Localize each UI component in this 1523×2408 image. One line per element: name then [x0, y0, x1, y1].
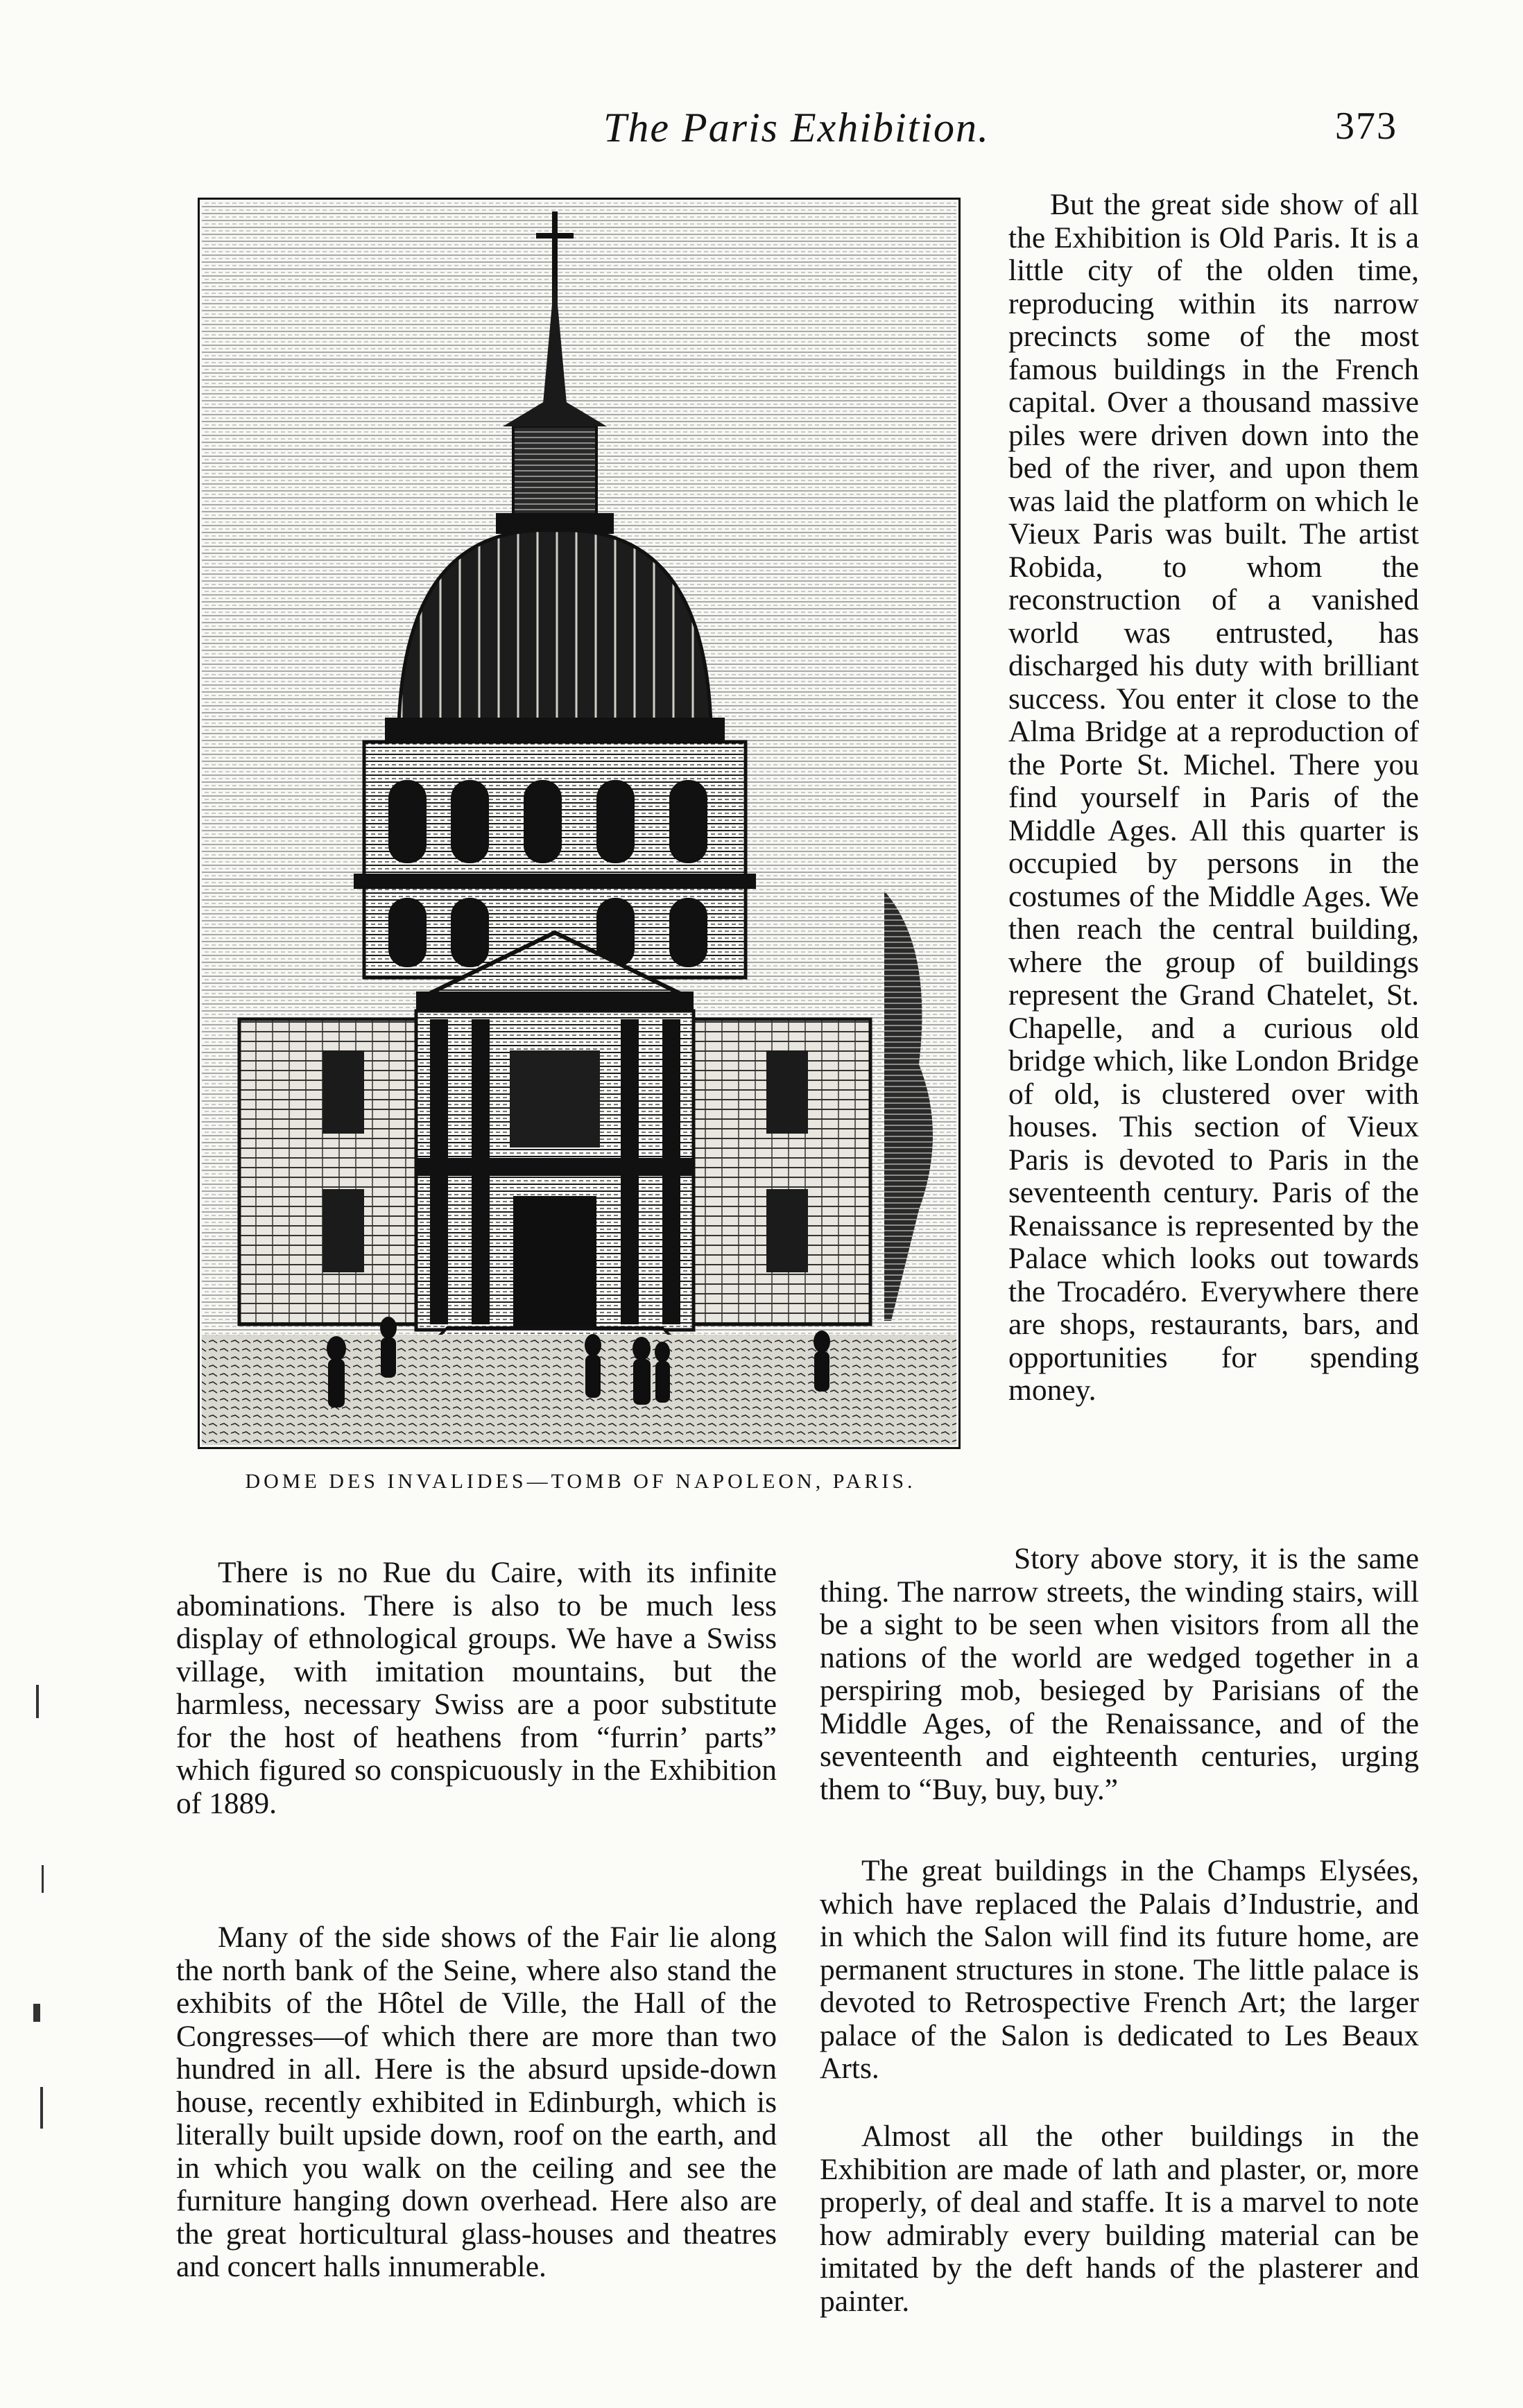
paragraph-lath-and-plaster: Almost all the other buildings in the Exhibition are made of lath and plaster, or, more properly, of deal and staffe. It is a marvel to note how admirably every building material can be imitated by the deft hands of the plasterer and painter. [820, 2120, 1419, 2318]
paragraph-rue-du-caire: There is no Rue du Caire, with its infinite abominations. There is also to be much less display of ethnological groups. We have a Swiss village, with imitation mountains, but the harmless, necessary Swiss are a poor substitute for the host of heathens from “furrin’ parts” which figured so conspicuously in the Exhibition of 1889. [176, 1556, 777, 1820]
figure-caption: DOME DES INVALIDES—TOMB OF NAPOLEON, PARIS. [245, 1470, 916, 1493]
paragraph-old-paris: But the great side show of all the Exhibition is Old Paris. It is a little city of the olden time, reproducing within its narrow precincts some of the most famous buildings in the French capital. Over a thousand massive piles were driven down into the bed of the river, and upon them was laid the platform on which le Vieux Paris was built. The artist Robida, to whom the reconstruction of a vanished world was entrusted, has discharged his duty with brilliant success. You enter it close to the Alma Bridge at a reproduction of the Porte St. Michel. There you find yourself in Paris of the Middle Ages. All this quarter is occupied by persons in the costumes of the Middle Ages. We then reach the central building, where the group of buildings represent the Grand Chatelet, St. Chapelle, and a curious old bridge which, like London Bridge of old, is clustered over with houses. This section of Vieux Paris is devoted to Paris in the seventeenth century. Paris of the Renaissance is represented by the Palace which looks out towards the Trocadéro. Everywhere there are shops, restaurants, bars, and opportunities for spending money. [1008, 188, 1419, 1407]
paragraph-champs-elysees: The great buildings in the Champs Elysées, which have replaced the Palais d’Industrie, and in which the Salon will find its future home, are permanent structures in stone. The little palace is devoted to Retrospective French Art; the larger palace of the Salon is dedicated to Les Beaux Arts. [820, 1854, 1419, 2085]
paragraph-story-above-story: Story above story, it is the same thing. The narrow streets, the winding stairs, will be a sight to be seen when visitors from all the nations of the world are wedged together in a perspiring mob, besieged by Parisians of the Middle Ages, of the Renaissance, and of the seventeenth and eighteenth centuries, urging them to “Buy, buy, buy.” [820, 1542, 1419, 1806]
margin-mark [40, 2087, 43, 2129]
margin-mark [36, 1685, 39, 1718]
margin-mark [42, 1865, 44, 1893]
paragraph-side-shows: Many of the side shows of the Fair lie along the north bank of the Seine, where also stand the exhibits of the Hôtel de Ville, the Hall of the Congresses—of which there are more than two hundred in all. Here is the absurd upside-down house, recently exhibited in Edinburgh, which is literally built upside down, roof on the earth, and in which you walk on the ceiling and see the furniture hanging down overhead. Here also are the great horticultural glass-houses and theatres and concert halls innumerable. [176, 1921, 777, 2283]
page-number: 373 [1335, 105, 1397, 148]
margin-mark [33, 2004, 40, 2022]
dome-des-invalides-engraving [198, 198, 961, 1449]
running-title: The Paris Exhibition. [603, 105, 990, 150]
